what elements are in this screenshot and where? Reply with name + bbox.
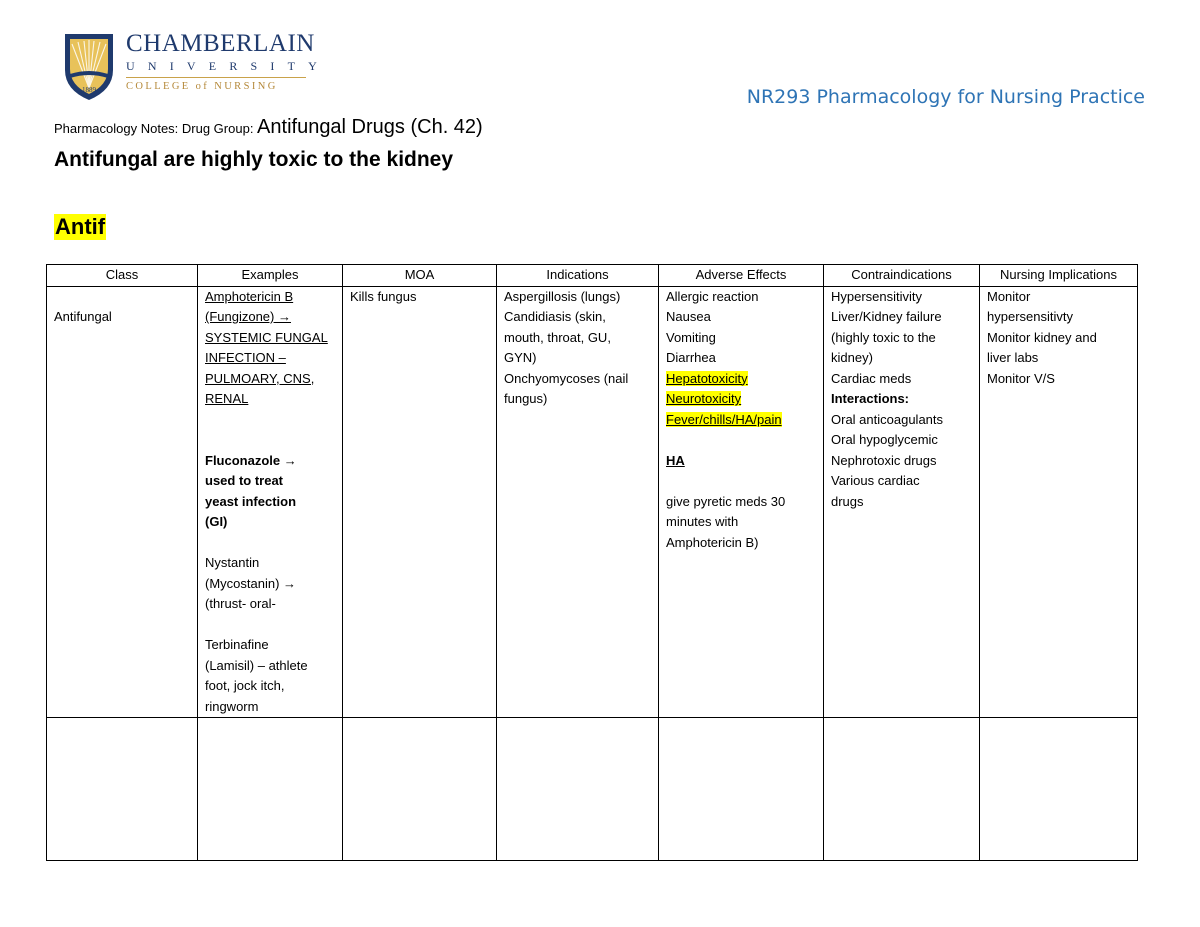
- adverse-note-line: give pyretic meds 30: [666, 493, 786, 509]
- example-line: (GI): [205, 514, 228, 529]
- adverse-effect-line: Vomiting: [666, 329, 716, 345]
- adverse-effect-line: Allergic reaction: [666, 288, 759, 304]
- interaction-line: Nephrotoxic drugs: [831, 452, 937, 468]
- drug-group-subtitle: [54, 116, 483, 139]
- example-line: (Mycostanin) →: [205, 575, 297, 591]
- highlighted-effect: Neurotoxicity: [666, 391, 742, 406]
- empty-cell: [497, 718, 659, 861]
- interaction-line: Oral anticoagulants: [831, 411, 944, 427]
- example-line: (Fungizone) →: [205, 309, 291, 324]
- indication-line: Aspergillosis (lungs): [504, 288, 621, 304]
- nursing-line: Monitor kidney and: [987, 329, 1097, 345]
- interactions-label: Interactions:: [831, 391, 910, 406]
- nursing-implications-cell: [980, 286, 1138, 718]
- indication-line: GYN): [504, 350, 537, 365]
- example-line: SYSTEMIC FUNGAL: [205, 329, 328, 345]
- nursing-line: hypersensitivty: [987, 309, 1073, 324]
- contraindication-line: Liver/Kidney failure: [831, 309, 942, 324]
- logo-university: UNIVERSITY: [126, 59, 330, 73]
- example-line: used to treat: [205, 473, 284, 488]
- class-cell: [47, 286, 198, 718]
- empty-cell: [659, 718, 824, 861]
- page-heading: Antifungal are highly toxic to the kidney: [54, 148, 454, 171]
- table-header-row: [47, 265, 1138, 287]
- column-header: Examples: [198, 265, 343, 287]
- shield-crest-icon: [62, 30, 116, 102]
- contraindication-line: (highly toxic to the: [831, 329, 936, 345]
- moa-value: Kills fungus: [350, 288, 417, 304]
- empty-cell: [47, 718, 198, 861]
- empty-cell: [343, 718, 497, 861]
- chamberlain-logo: [62, 30, 330, 102]
- example-line: ringworm: [205, 698, 259, 714]
- indication-line: fungus): [504, 391, 548, 406]
- column-header: Class: [47, 265, 198, 287]
- highlighted-effect: Fever/chills/HA/pain: [666, 411, 782, 427]
- nursing-line: Monitor: [987, 288, 1031, 304]
- table-row: [47, 286, 1138, 718]
- example-line: foot, jock itch,: [205, 678, 285, 693]
- example-line: yeast infection: [205, 493, 297, 509]
- interaction-line: drugs: [831, 493, 864, 509]
- logo-wordmark: [126, 30, 330, 92]
- indication-line: Onchyomycoses (nail: [504, 370, 629, 386]
- adverse-effect-line: Diarrhea: [666, 350, 716, 365]
- interaction-line: Oral hypoglycemic: [831, 432, 938, 447]
- example-line: (thrust- oral-: [205, 596, 276, 611]
- drug-table: [46, 264, 1138, 861]
- contraindications-cell: [824, 286, 980, 718]
- ha-label: HA: [666, 452, 685, 468]
- subtitle-prefix: Pharmacology Notes: Drug Group:: [54, 121, 258, 136]
- contraindication-line: kidney): [831, 350, 873, 365]
- column-header: Nursing Implications: [980, 265, 1138, 287]
- example-line: PULMOARY, CNS,: [205, 370, 315, 386]
- highlighted-effect: Hepatotoxicity: [666, 370, 748, 386]
- section-label: Antif: [55, 214, 106, 239]
- adverse-effects-cell: [659, 286, 824, 718]
- empty-cell: [980, 718, 1138, 861]
- subtitle-group: Antifungal Drugs (Ch. 42): [257, 116, 483, 138]
- empty-cell: [198, 718, 343, 861]
- example-line: Fluconazole →: [205, 452, 297, 468]
- course-title: NR293 Pharmacology for Nursing Practice: [746, 86, 1145, 108]
- indication-line: Candidiasis (skin,: [504, 309, 606, 324]
- example-line: Terbinafine: [205, 637, 269, 652]
- indication-line: mouth, throat, GU,: [504, 329, 611, 345]
- nursing-line: liver labs: [987, 350, 1039, 365]
- logo-college: COLLEGE of NURSING: [126, 81, 278, 92]
- example-line: Amphotericin B: [205, 288, 294, 304]
- logo-divider: [126, 77, 306, 78]
- moa-cell: [343, 286, 497, 718]
- logo-name: CHAMBERLAIN: [126, 30, 315, 57]
- nursing-line: Monitor V/S: [987, 370, 1055, 386]
- column-header: Contraindications: [824, 265, 980, 287]
- example-line: Nystantin: [205, 555, 260, 570]
- column-header: Adverse Effects: [659, 265, 824, 287]
- adverse-effect-line: Nausea: [666, 309, 711, 324]
- example-line: (Lamisil) – athlete: [205, 657, 308, 673]
- adverse-note-line: minutes with: [666, 514, 739, 529]
- class-value: Antifungal: [54, 309, 112, 324]
- column-header: Indications: [497, 265, 659, 287]
- examples-cell: [198, 286, 343, 718]
- contraindication-line: Cardiac meds: [831, 370, 912, 386]
- table-row-empty: [47, 718, 1138, 861]
- logo-year: 1889: [82, 86, 96, 94]
- example-line: INFECTION –: [205, 350, 286, 365]
- adverse-note-line: Amphotericin B): [666, 534, 759, 550]
- contraindication-line: Hypersensitivity: [831, 288, 923, 304]
- indications-cell: [497, 286, 659, 718]
- example-line: RENAL: [205, 391, 249, 406]
- empty-cell: [824, 718, 980, 861]
- column-header: MOA: [343, 265, 497, 287]
- interaction-line: Various cardiac: [831, 473, 920, 488]
